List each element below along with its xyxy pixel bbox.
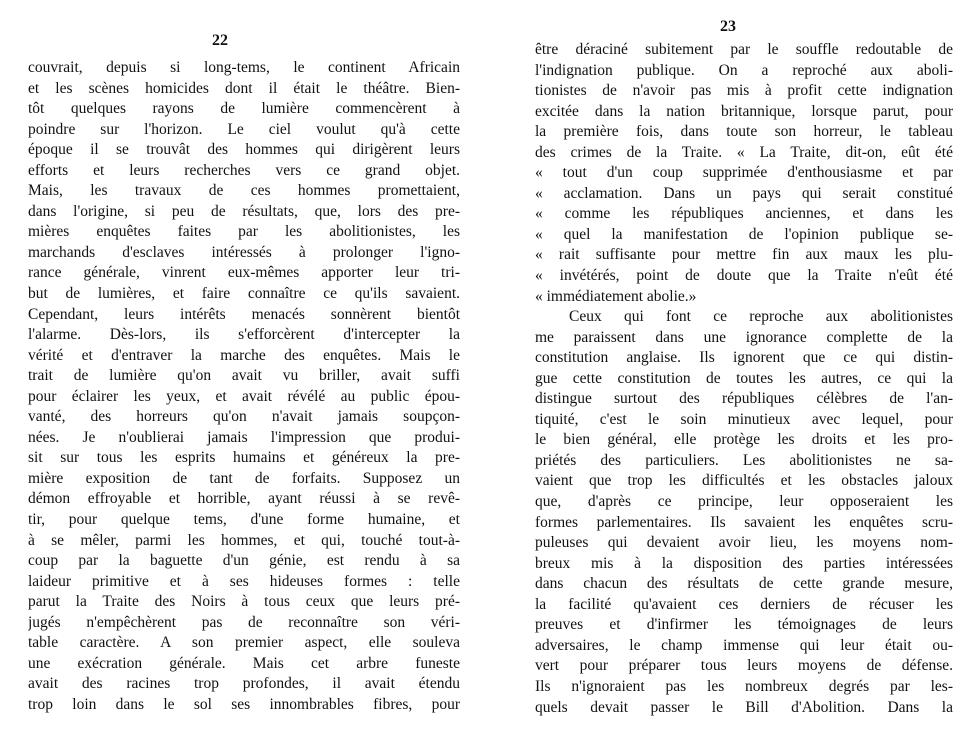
page-number: 22 — [212, 32, 228, 49]
body-text — [535, 40, 953, 718]
text-line: vert pour préparer tous leurs moyens de défense. — [535, 657, 953, 675]
text-line: priétés des particuliers. Les abolitionistes ne sa- — [535, 451, 953, 469]
text-line: vérité et d'entraver la marche des enquêtes. Mais le — [28, 346, 460, 364]
text-line: « quel la manifestation de l'opinion publique se- — [535, 225, 953, 243]
text-line: formes parlementaires. Ils savaient les enquêtes scru- — [535, 513, 953, 531]
text-line: l'alarme. Dès-lors, ils s'efforcèrent d'intercepter la — [28, 326, 460, 344]
text-line: jugés n'empêchèrent pas de reconnaître son véri- — [28, 613, 460, 631]
text-line: avait des racines trop profondes, il avait étendu — [28, 675, 460, 693]
text-line: « invétérés, point de doute que la Traite n'eût été — [535, 267, 953, 285]
text-line: sit sur tous les esprits humains et généreux la pre- — [28, 449, 460, 467]
text-line: table caractère. A son premier aspect, elle souleva — [28, 634, 460, 652]
text-line: distingue surtout des républiques célèbres de l'an- — [535, 390, 953, 408]
text-line: que, d'après ce principe, leur opposeraient les — [535, 493, 953, 511]
text-line: rance générale, vinrent eux-mêmes apporter leur tri- — [28, 264, 460, 282]
page-number: 23 — [720, 18, 736, 35]
text-line: vaient que trop les difficultés et les obstacles jaloux — [535, 472, 953, 490]
text-line: marchands d'esclaves intéressés à prolonger l'igno- — [28, 243, 460, 261]
text-line: Ils n'ignoraient pas les nombreux degrés par les- — [535, 677, 953, 695]
body-text — [28, 58, 460, 716]
text-line: tionistes de n'avoir pas mis à profit cette indignation — [535, 82, 953, 100]
right-page — [490, 0, 980, 735]
text-line: époque il se trouvât des hommes qui dirigèrent leurs — [28, 141, 460, 159]
text-line: gue cette constitution de toutes les autres, ce qui la — [535, 369, 953, 387]
text-line: but de lumières, et faire connaître ce qu'ils savaient. — [28, 285, 460, 303]
text-line: quels devait passer le Bill d'Abolition. Dans la — [535, 698, 953, 716]
text-line: mières enquêtes faites par les abolitionistes, les — [28, 223, 460, 241]
text-line: « comme les républiques anciennes, et dans les — [535, 205, 953, 223]
text-line: tir, pour quelque tems, d'une forme humaine, et — [28, 511, 460, 529]
text-line: mière exposition de tant de forfaits. Supposez un — [28, 469, 460, 487]
text-line: « rait suffisante pour mettre fin aux maux les plu- — [535, 246, 953, 264]
text-line: être déraciné subitement par le souffle redoutable de — [535, 41, 953, 58]
text-line: dans l'origine, si peu de résultats, que, lors des pre- — [28, 202, 460, 220]
text-line: des crimes de la Traite. « La Traite, dit-on, eût été — [535, 143, 953, 161]
text-line: parut la Traite des Noirs à tous ceux que leurs pré- — [28, 593, 460, 611]
text-line: trop loin dans le sol ses innombrables fibres, pour — [28, 695, 460, 713]
text-line: démon effroyable et horrible, ayant réussi à se revê- — [28, 490, 460, 508]
text-line: la facilité qu'avaient ces derniers de récuser les — [535, 595, 953, 613]
text-line: puleuses qui devaient avoir lieu, les moyens nom- — [535, 534, 953, 552]
text-line: me paraissent dans une ignorance complette de la — [535, 328, 953, 346]
text-line: à se mêler, parmi les hommes, et qui, touché tout-à- — [28, 531, 460, 549]
text-line: Ceux qui font ce reproche aux abolitionistes — [569, 308, 953, 326]
text-line: preuves et d'infirmer les témoignages de leurs — [535, 616, 953, 634]
text-line: l'indignation publique. On a reproché aux aboli- — [535, 61, 953, 79]
text-line: efforts et leurs recherches vers ce grand objet. — [28, 161, 460, 179]
text-line: « tout d'un coup supprimée d'enthousiasme et par — [535, 164, 953, 182]
text-line: nées. Je n'oublierai jamais l'impression que produi- — [28, 428, 460, 446]
text-line: Mais, les travaux de ces hommes promettaient, — [28, 182, 460, 200]
text-line: tiquité, c'est le soin minutieux avec lequel, pour — [535, 410, 953, 428]
text-line: tôt quelques rayons de lumière commencèrent à — [28, 100, 460, 118]
text-line: poindre sur l'horizon. Le ciel voulut qu'à cette — [28, 120, 460, 138]
text-line: le bien général, elle protège les droits et les pro- — [535, 431, 953, 449]
text-line: une exécration générale. Mais cet arbre funeste — [28, 654, 460, 672]
text-line: couvrait, depuis si long-tems, le continent Africain — [28, 59, 460, 76]
text-line: dans chacun des résultats de cette grande mesure, — [535, 575, 953, 593]
text-line: adversaires, le champ immense qui leur était ou- — [535, 636, 953, 654]
text-line: « acclamation. Dans un pays qui serait constitué — [535, 184, 953, 202]
text-line: laideur primitive et à ses hideuses formes : telle — [28, 572, 460, 590]
text-line: Cependant, leurs intérêts menacés sonnèrent bientôt — [28, 305, 460, 323]
text-line: la première fois, dans toute son horreur, le tableau — [535, 123, 953, 141]
text-line: breux mis à la disposition des parties intéressées — [535, 554, 953, 572]
text-line: trait de lumière qu'on avait vu briller, avait suffi — [28, 367, 460, 385]
text-line: coup par la baguette d'un génie, est rendu à sa — [28, 552, 460, 570]
text-line: constitution anglaise. Ils ignorent que ce qui distin- — [535, 349, 953, 367]
text-line: excitée dans la nation britannique, lorsque parut, pour — [535, 102, 953, 120]
text-line: « immédiatement abolie.» — [535, 287, 697, 305]
text-line: vanté, des horreurs qu'on n'avait jamais soupçon- — [28, 408, 460, 426]
text-line: pour éclairer les yeux, et avait révélé au public épou- — [28, 387, 460, 405]
text-line: et les scènes homicides dont il était le théâtre. Bien- — [28, 79, 460, 97]
